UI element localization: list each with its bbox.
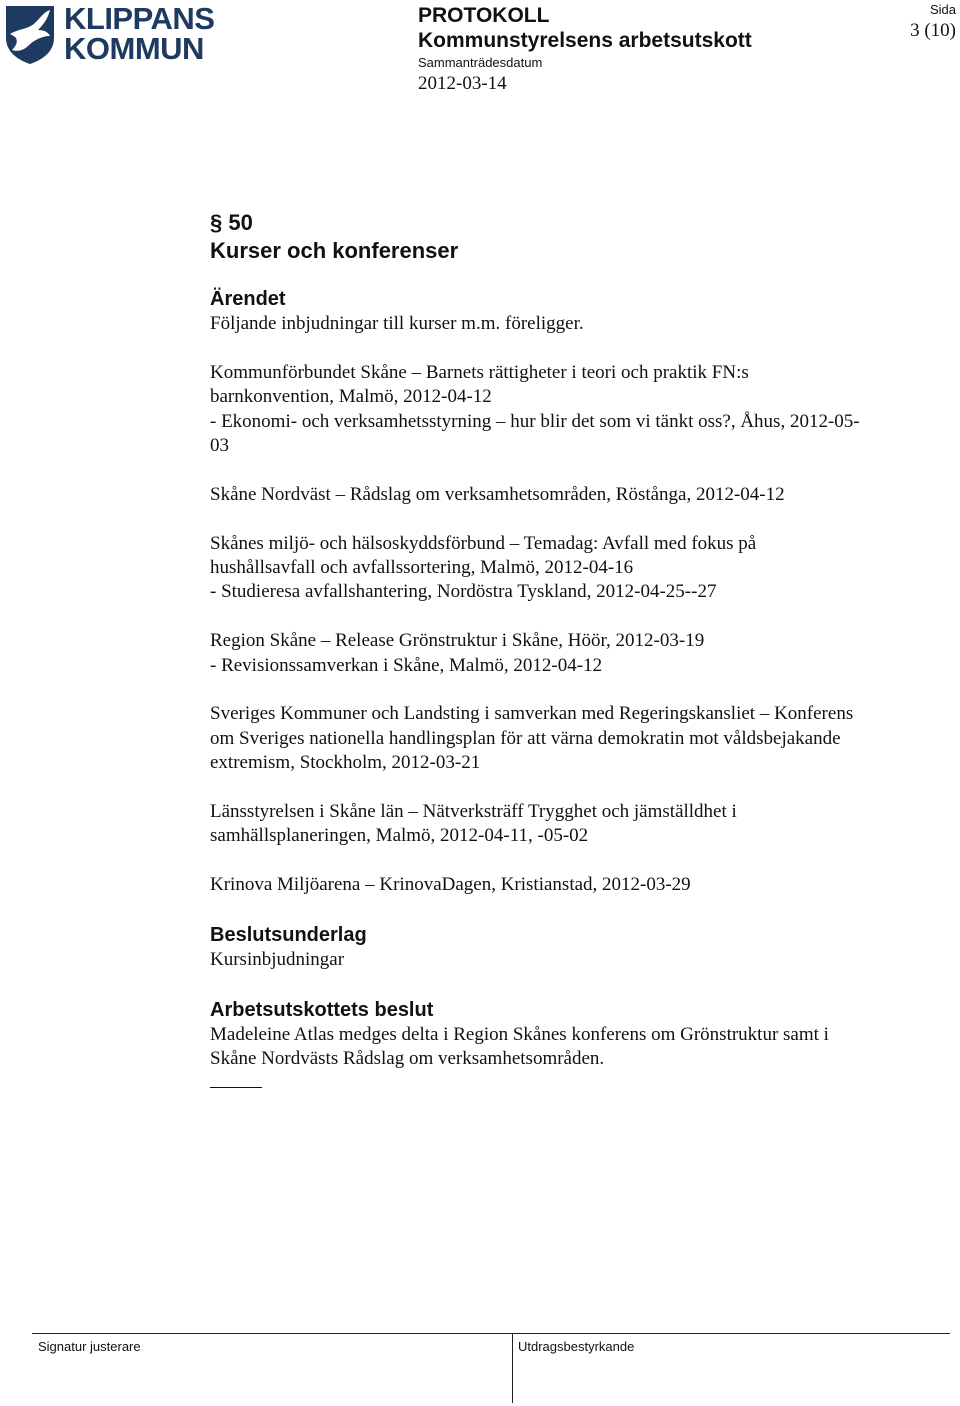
document-type: PROTOKOLL xyxy=(418,4,550,27)
logo-line-1: KLIPPANS xyxy=(64,1,215,36)
logo-line-2: KOMMUN xyxy=(64,31,204,66)
paragraph-number: § 50 xyxy=(210,210,253,235)
signature-reviewer-label: Signatur justerare xyxy=(38,1339,141,1354)
municipal-shield-icon xyxy=(4,4,56,66)
section-title: Kurser och konferenser xyxy=(210,238,459,263)
beslut-text: Madeleine Atlas medges delta i Region Skånes konferens om Grönstruktur samt i Skåne Nordvästs Rådslag om verksamhetsområden. xyxy=(210,1023,829,1070)
extract-certification-label: Utdragsbestyrkande xyxy=(518,1339,635,1354)
invitation-item: Region Skåne – Release Grönstruktur i Skåne, Höör, 2012-03-19 - Revisionssamverkan i Skåne, Malmö, 2012-04-12 xyxy=(210,630,705,676)
end-rule xyxy=(210,1087,262,1088)
meeting-date: 2012-03-14 xyxy=(418,73,507,94)
beslutsunderlag-text: Kursinbjudningar xyxy=(210,949,345,971)
document-header xyxy=(418,4,752,96)
page-number: 3 (10) xyxy=(910,20,956,41)
invitation-item: Sveriges Kommuner och Landsting i samverkan med Regeringskansliet – Konferens om Sveriges nationella handlingsplan för att värna demokratin mot våldsbejakande extremism, Stockholm, 2012-03-21 xyxy=(210,703,854,774)
logo-wordmark xyxy=(64,1,215,66)
page-label: Sida xyxy=(929,2,956,17)
beslutsunderlag-heading: Beslutsunderlag xyxy=(210,924,367,947)
committee-name: Kommunstyrelsens arbetsutskott xyxy=(418,29,752,52)
beslut-heading: Arbetsutskottets beslut xyxy=(210,998,434,1021)
footer-divider-line xyxy=(32,1333,950,1334)
invitation-item: Skåne Nordväst – Rådslag om verksamhetsområden, Röstånga, 2012-04-12 xyxy=(210,483,785,505)
arendet-intro: Följande inbjudningar till kurser m.m. föreligger. xyxy=(210,313,584,334)
meeting-date-label: Sammanträdesdatum xyxy=(418,55,543,70)
invitation-item: Kommunförbundet Skåne – Barnets rättigheter i teori och praktik FN:s barnkonvention, Malmö, 2012-04-12 - Ekonomi- och verksamhetsstyrning – hur blir det som vi tänkt oss?, Åhus, 2012-05- 03 xyxy=(210,361,860,457)
invitation-item: Krinova Miljöarena – KrinovaDagen, Kristianstad, 2012-03-29 xyxy=(210,874,691,896)
document-body xyxy=(210,208,940,1088)
invitation-item: Länsstyrelsen i Skåne län – Nätverksträff Trygghet och jämställdhet i samhällsplaneringen, Malmö, 2012-04-11, -05-02 xyxy=(210,801,737,847)
klippans-kommun-logo xyxy=(4,1,219,70)
invitation-item: Skånes miljö- och hälsoskyddsförbund – Temadag: Avfall med fokus på hushållsavfall och avfallssortering, Malmö, 2012-04-16 - Studieresa avfallshantering, Nordöstra Tyskland, 2012-04-25--27 xyxy=(210,532,757,603)
page-indicator xyxy=(910,2,956,44)
arendet-heading: Ärendet xyxy=(210,288,286,310)
footer-column-divider xyxy=(512,1333,513,1403)
